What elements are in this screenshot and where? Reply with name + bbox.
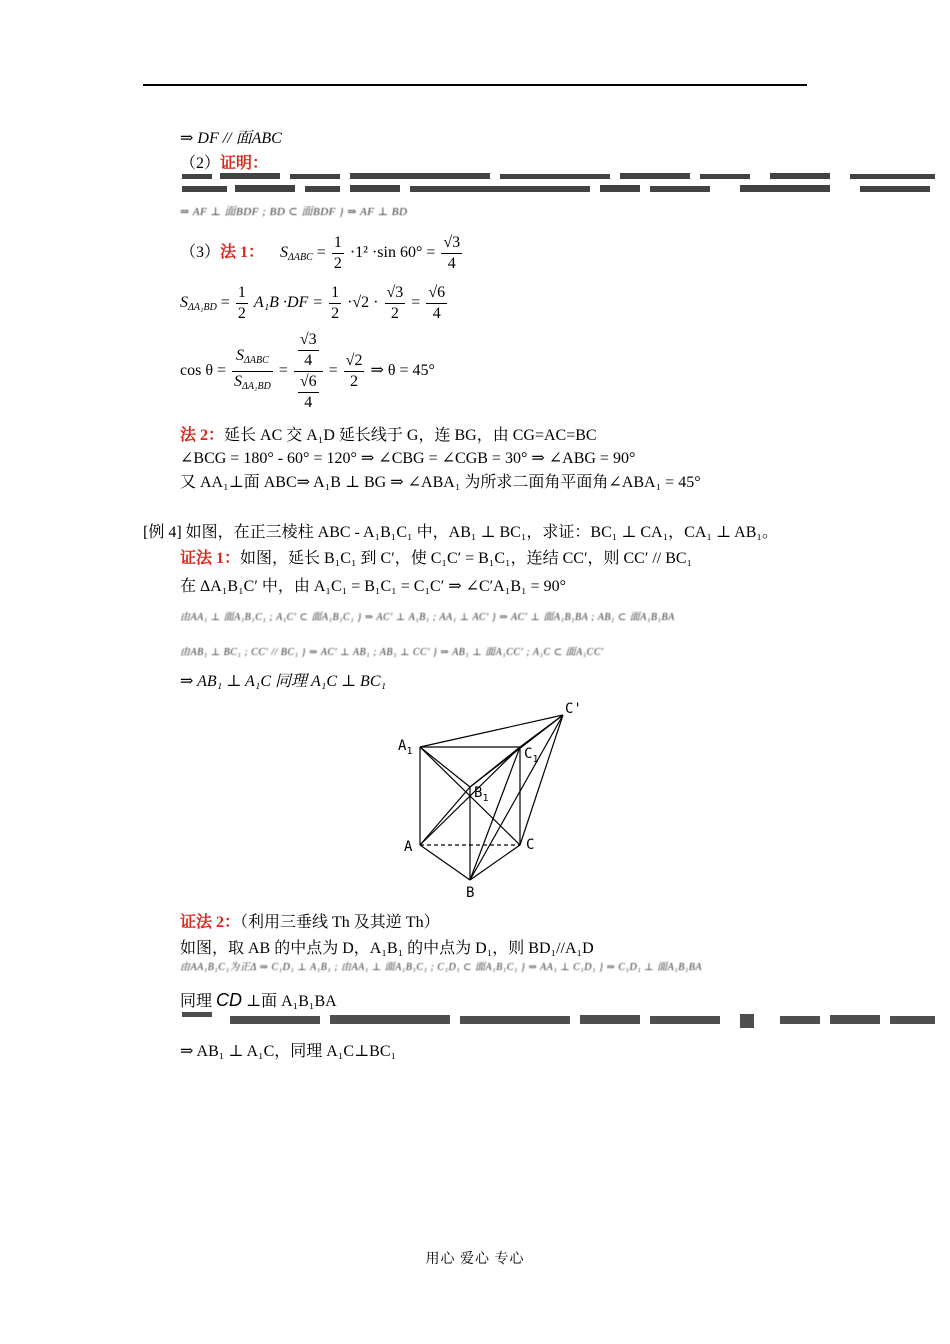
proof2-setup: 如图，取 AB 的中点为 D，A₁B₁ 的中点为 D₁，则 BD₁//A₁D xyxy=(180,940,594,957)
proof2-heading: 证法 2：（利用三垂线 Th 及其逆 Th） xyxy=(180,914,440,931)
method1-area-abc: （3）法 1： $S_{\Delta ABC}$ = $\frac{1}{2}$ ·1² ·sin 60° = $\frac{√3}{4}$ xyxy=(180,234,461,272)
compound-fraction: $\frac{\frac{√3}{4}}{\frac{√6}{4}}$ xyxy=(294,330,323,413)
label-c-prime: C' xyxy=(565,701,582,717)
part2-heading: （2）证明： xyxy=(180,155,269,172)
label-b1: $B_1$ xyxy=(474,785,489,804)
method2-angle-line: ∠BCG = 180° - 60° = 120° ⇒ ∠CBG = ∠CGB = 30° ⇒ ∠ABG = 90° xyxy=(180,450,636,467)
proof1-heading: 证法 1：如图，延长 B₁C₁ 到 C′，使 C₁C′ = B₁C₁，连结 CC′，则 CC′ // BC₁ xyxy=(180,550,693,567)
fraction: $\frac{1}{2}$ xyxy=(333,234,342,272)
fraction: $\frac{1}{2}$ xyxy=(237,284,246,322)
diag-a-b1 xyxy=(420,787,470,845)
method2-conclusion: 又 AA₁⊥面 ABC⇒ A₁B ⊥ BG ⇒ ∠ABA₁ 为所求二面角平面角∠ABA₁ = 45° xyxy=(180,474,701,491)
label-a1: $A_1$ xyxy=(398,738,413,757)
header-rule xyxy=(143,84,807,86)
proof2-similar-line: 同理 CD ⊥面 A₁B₁BA xyxy=(180,990,337,1010)
proof1-triangle-line: 在 ΔA₁B₁C′ 中，由 A₁C₁ = B₁C₁ = C₁C′ ⇒ ∠C′A₁B₁ = 90° xyxy=(180,578,566,595)
proof2-blurred-derivation: 由AA₁B₁C₁为正Δ ⇒ C₁D₁ ⊥ A₁B₁ ; 由AA₁ ⊥ 面A₁B₁C₁ ; C₁D₁ ⊂ 面A₁B₁C₁ } ⇒ AA₁ ⊥ C₁D₁ } ⇒ C₁D₁ ⊥ 面A₁B₁BA xyxy=(180,962,702,973)
fraction: $\frac{√6}{4}$ xyxy=(428,284,446,322)
label-c1: $C_1$ xyxy=(524,746,539,765)
method1-area-a1bd: $S_{\Delta A_1BD}$ = $\frac{1}{2}$ A₁B ·DF = $\frac{1}{2}$ ·√2 · $\frac{√3}{2}$ = $\frac{√6}{4}$ xyxy=(180,284,446,322)
proof1-blurred-derivation-2: 由AB₁ ⊥ BC₁ ; CC′ // BC₁ } ⇒ AC′ ⊥ AB₁ ; AB₁ ⊥ CC′ } ⇒ AB₁ ⊥ 面A₁CC′ ; A₁C ⊂ 面A₁CC′ xyxy=(180,647,604,658)
fraction: $\frac{√3}{2}$ xyxy=(386,284,404,322)
proof-label: 证明： xyxy=(220,155,269,172)
label-b: B xyxy=(466,885,475,901)
formula-af-bd: ⇒ AF ⊥ 面BDF ; BD ⊂ 面BDF } ⇒ AF ⊥ BD xyxy=(180,206,408,218)
page-footer: 用心 爱心 专心 xyxy=(425,1252,525,1267)
proof2-conclusion: ⇒ AB₁ ⊥ A₁C，同理 A₁C⊥BC₁ xyxy=(180,1043,397,1060)
label-c: C xyxy=(526,837,535,853)
blurred-formula-row xyxy=(180,170,940,198)
fraction: $\frac{S_{\Delta ABC}}{S_{\Delta A_1BD}}$ xyxy=(234,347,271,392)
blurred-formula-row-2 xyxy=(180,1010,940,1034)
proof1-blurred-derivation-1: 由AA₁ ⊥ 面A₁B₁C₁ ; A₁C′ ⊂ 面A₁B₁C₁ } ⇒ AC′ ⊥ A₁B₁ ; AA₁ ⊥ AC′ } ⇒ AC′ ⊥ 面A₁B₁BA ; AB₁ ⊂ 面A₁B₁BA xyxy=(180,612,675,623)
fraction: $\frac{√2}{2}$ xyxy=(345,352,363,390)
label-a: A xyxy=(404,839,413,855)
method1-cos-theta: cos θ = $\frac{S_{\Delta ABC}}{S_{\Delta A_1BD}}$ = $\frac{\frac{√3}{4}}{\frac{√6}{4}}$ = $\frac{√2}{2}$ ⇒ θ = 45° xyxy=(180,331,435,411)
fraction: $\frac{√3}{4}$ xyxy=(443,234,461,272)
edge-a-b xyxy=(420,845,470,880)
fraction: $\frac{1}{2}$ xyxy=(331,284,340,322)
line-df-parallel: ⇒ DF // 面ABC xyxy=(180,130,282,147)
method2-heading: 法 2：延长 AC 交 A₁D 延长线于 G，连 BG，由 CG=AC=BC xyxy=(180,427,597,444)
edge-c-b xyxy=(470,845,520,880)
example4-statement: [例 4] 如图，在正三棱柱 ABC - A₁B₁C₁ 中，AB₁ ⊥ BC₁，求证：BC₁ ⊥ CA₁，CA₁ ⊥ AB₁。 xyxy=(143,524,778,541)
prism-figure xyxy=(390,695,610,905)
edge-a1-b1 xyxy=(420,747,470,787)
proof1-conclusion: ⇒ AB₁ ⊥ A₁C 同理 A₁C ⊥ BC₁ xyxy=(180,673,387,690)
